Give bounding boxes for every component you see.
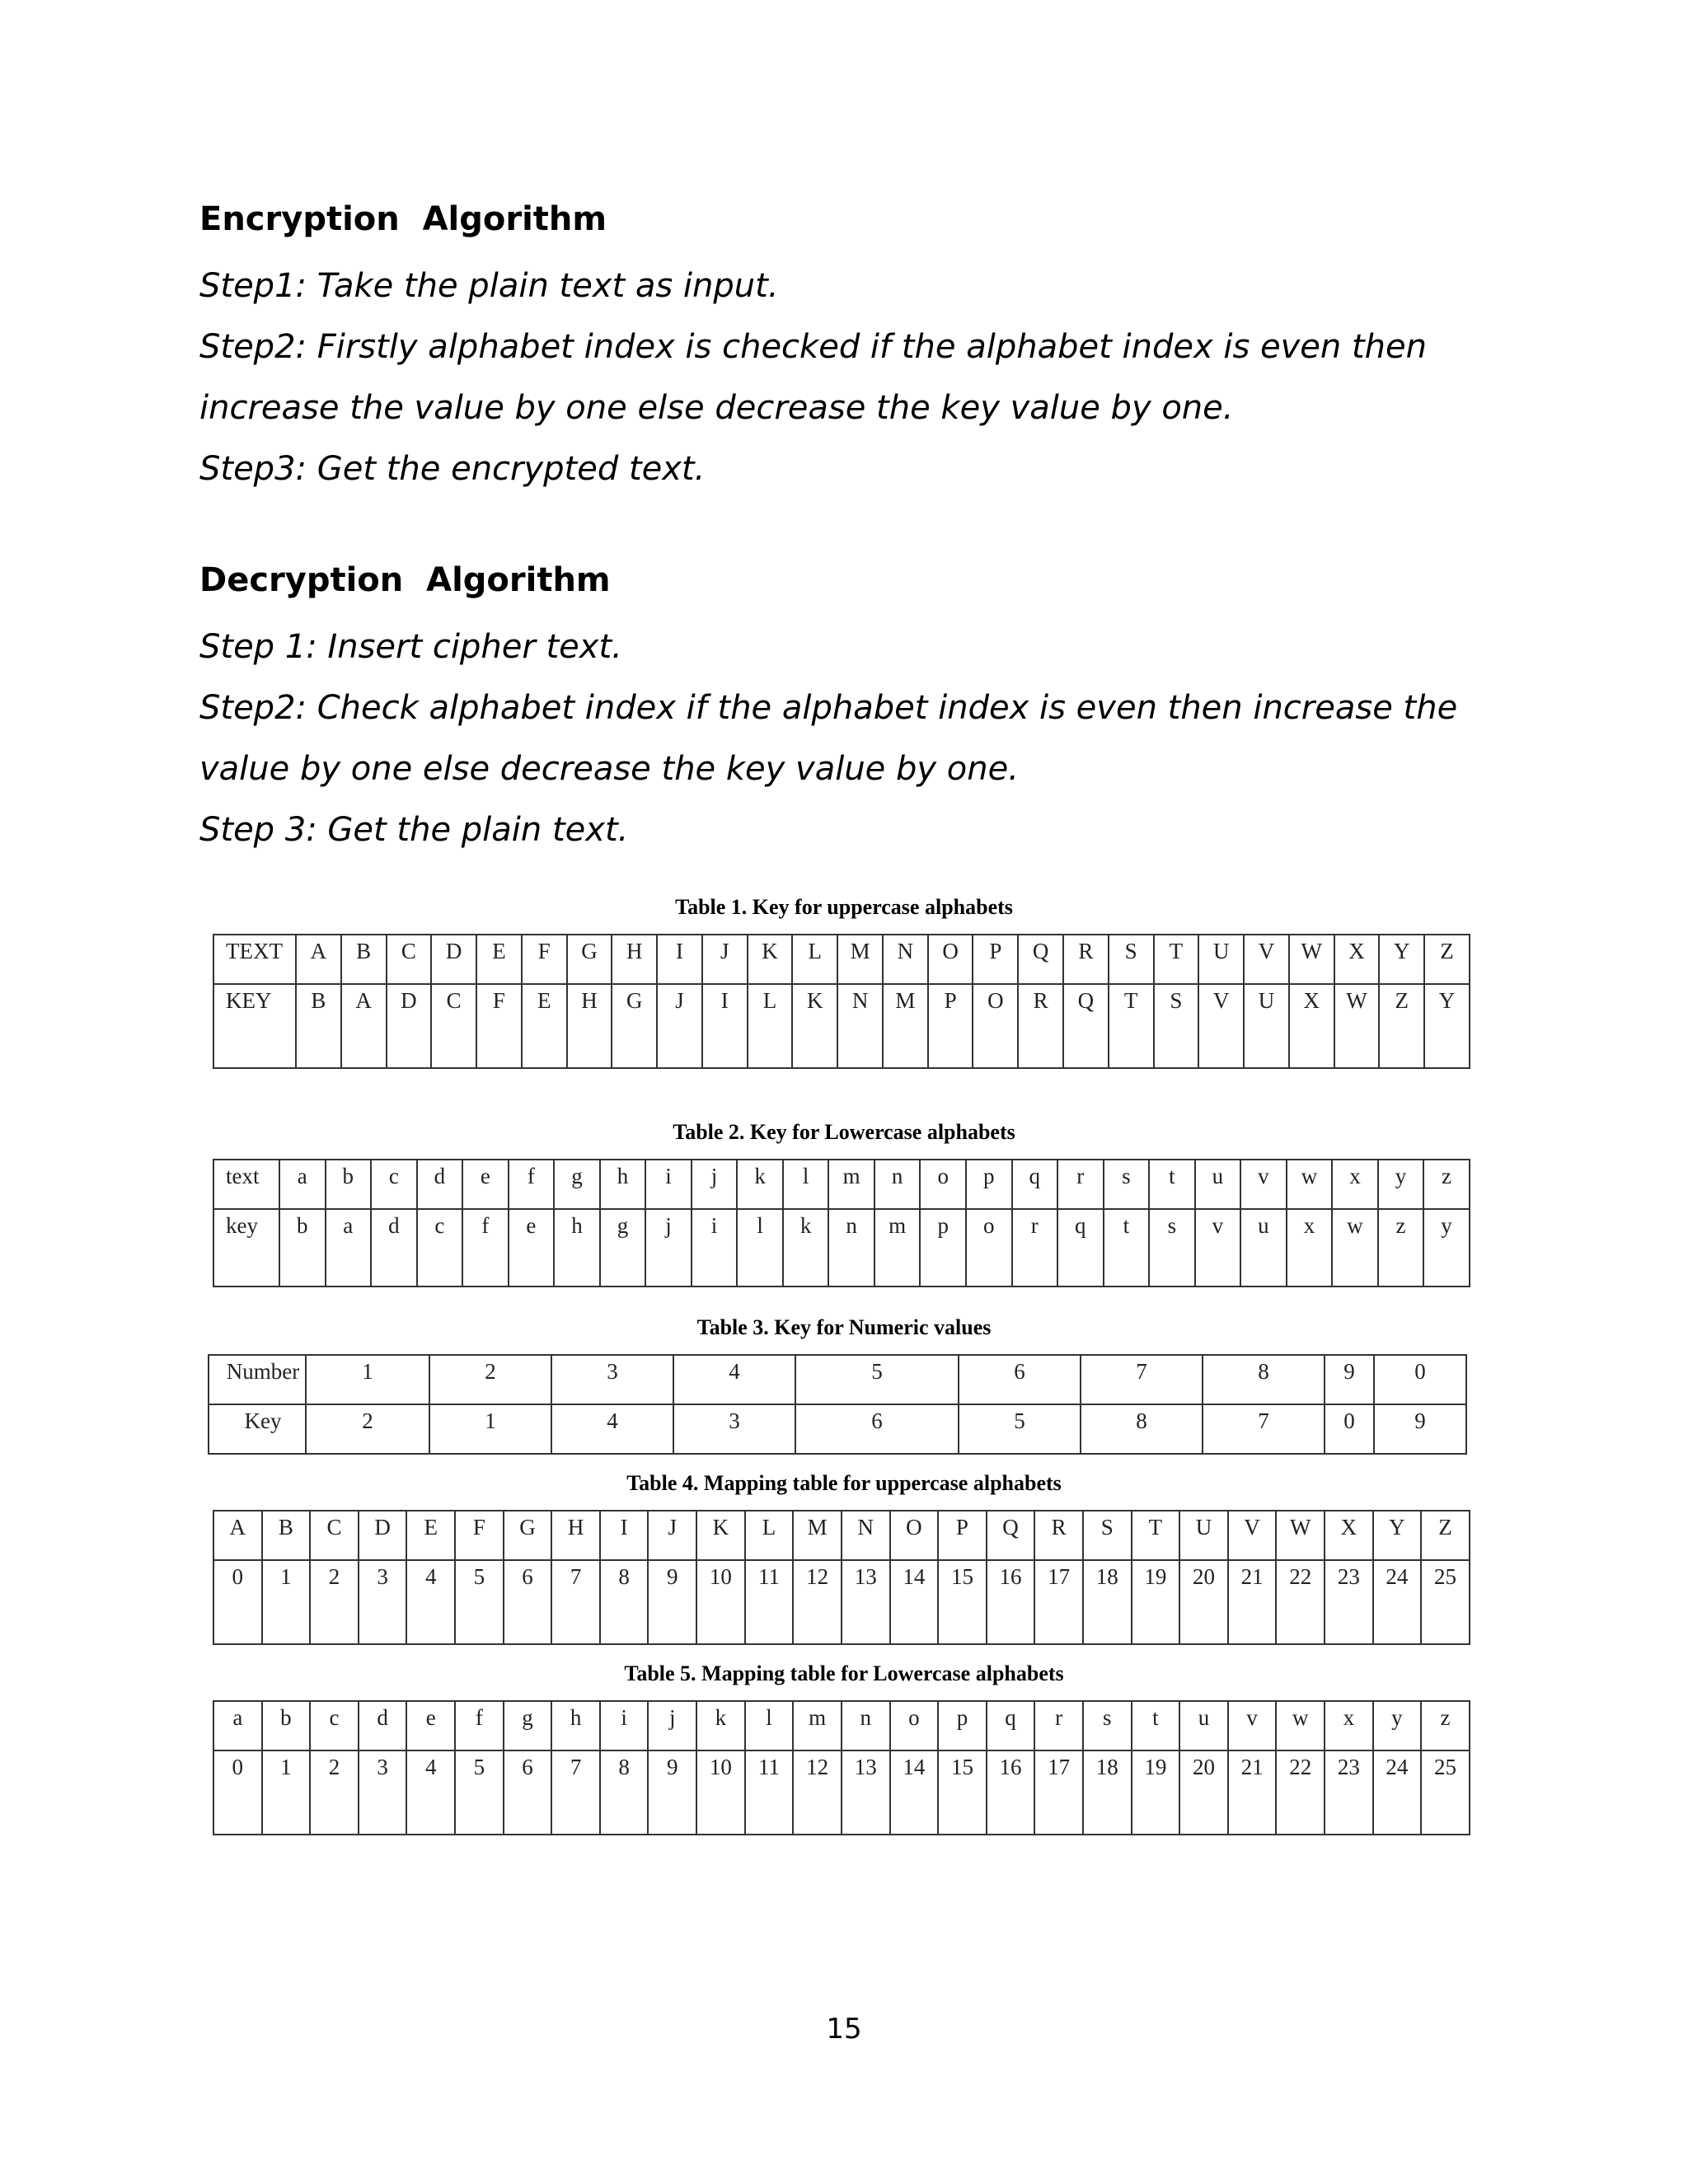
table-cell: e bbox=[462, 1160, 509, 1209]
table-cell: o bbox=[966, 1209, 1012, 1286]
table-cell: t bbox=[1149, 1160, 1195, 1209]
table-row bbox=[213, 935, 1470, 984]
table-cell: p bbox=[966, 1160, 1012, 1209]
table-cell: M bbox=[837, 935, 883, 984]
row-header: text bbox=[213, 1160, 279, 1209]
table-cell: 5 bbox=[455, 1750, 504, 1835]
table-cell: 23 bbox=[1325, 1560, 1373, 1644]
table-cell: r bbox=[1012, 1209, 1058, 1286]
table-cell: t bbox=[1104, 1209, 1150, 1286]
table-cell: I bbox=[702, 984, 748, 1068]
table-cell: Z bbox=[1424, 935, 1470, 984]
table-cell: L bbox=[745, 1511, 794, 1560]
table-cell: 9 bbox=[648, 1750, 696, 1835]
table-cell: W bbox=[1276, 1511, 1325, 1560]
encryption-heading: Encryption Algorithm bbox=[199, 200, 607, 238]
table-cell: n bbox=[842, 1701, 890, 1750]
table-cell: P bbox=[928, 984, 973, 1068]
table-cell: 14 bbox=[890, 1560, 939, 1644]
table-cell: X bbox=[1334, 935, 1380, 984]
table-cell: 6 bbox=[795, 1404, 959, 1454]
table-cell: E bbox=[406, 1511, 455, 1560]
table-cell: M bbox=[883, 984, 928, 1068]
table-row bbox=[213, 1511, 1470, 1560]
table-cell: G bbox=[612, 984, 657, 1068]
table-cell: q bbox=[1057, 1209, 1104, 1286]
table-cell: J bbox=[648, 1511, 696, 1560]
table-cell: 24 bbox=[1373, 1750, 1422, 1835]
table-cell: V bbox=[1228, 1511, 1277, 1560]
decryption-step-3: Step 3: Get the plain text. bbox=[199, 811, 629, 849]
table-cell: N bbox=[883, 935, 928, 984]
table-cell: 1 bbox=[306, 1355, 429, 1404]
table-cell: w bbox=[1287, 1160, 1333, 1209]
table-cell: k bbox=[696, 1701, 745, 1750]
table-cell: 25 bbox=[1421, 1560, 1470, 1644]
table-cell: A bbox=[341, 984, 387, 1068]
table-cell: K bbox=[748, 935, 793, 984]
row-header: TEXT bbox=[213, 935, 296, 984]
table-cell: 6 bbox=[504, 1560, 552, 1644]
table-cell: 8 bbox=[1203, 1355, 1325, 1404]
table-cell: 2 bbox=[306, 1404, 429, 1454]
table-cell: m bbox=[874, 1209, 921, 1286]
table-cell: q bbox=[987, 1701, 1035, 1750]
table-cell: H bbox=[567, 984, 612, 1068]
decryption-step-2: Step2: Check alphabet index if the alphabet index is even then increase the value by one else decrease the key value by one. bbox=[199, 689, 1458, 788]
table-cell: W bbox=[1289, 935, 1334, 984]
table-cell: 11 bbox=[745, 1750, 794, 1835]
table-cell: K bbox=[696, 1511, 745, 1560]
table-cell: l bbox=[783, 1160, 829, 1209]
encryption-step-1: Step1: Take the plain text as input. bbox=[199, 267, 779, 305]
table-cell: 17 bbox=[1034, 1560, 1083, 1644]
table-1-caption: Table 1. Key for uppercase alphabets bbox=[675, 895, 1013, 919]
table-cell: 20 bbox=[1179, 1560, 1228, 1644]
table-cell: U bbox=[1244, 984, 1289, 1068]
table-cell: s bbox=[1083, 1701, 1132, 1750]
table-4 bbox=[213, 1510, 1470, 1645]
table-cell: 0 bbox=[213, 1560, 262, 1644]
table-cell: x bbox=[1287, 1209, 1333, 1286]
table-1 bbox=[213, 934, 1470, 1069]
table-cell: 2 bbox=[310, 1750, 359, 1835]
table-cell: b bbox=[279, 1209, 326, 1286]
table-cell: j bbox=[645, 1209, 692, 1286]
decryption-step-1: Step 1: Insert cipher text. bbox=[199, 628, 622, 666]
table-cell: a bbox=[279, 1160, 326, 1209]
table-cell: 3 bbox=[551, 1355, 673, 1404]
table-cell: f bbox=[462, 1209, 509, 1286]
table-cell: 3 bbox=[359, 1560, 407, 1644]
table-cell: 18 bbox=[1083, 1560, 1132, 1644]
table-cell: 23 bbox=[1325, 1750, 1373, 1835]
table-cell: 2 bbox=[310, 1560, 359, 1644]
table-cell: 13 bbox=[842, 1750, 890, 1835]
table-cell: 2 bbox=[429, 1355, 551, 1404]
table-cell: 0 bbox=[213, 1750, 262, 1835]
table-cell: H bbox=[612, 935, 657, 984]
table-cell: A bbox=[213, 1511, 262, 1560]
table-cell: u bbox=[1195, 1160, 1241, 1209]
table-cell: 16 bbox=[987, 1560, 1035, 1644]
table-cell: 25 bbox=[1421, 1750, 1470, 1835]
table-cell: x bbox=[1332, 1160, 1378, 1209]
table-3-caption: Table 3. Key for Numeric values bbox=[696, 1315, 992, 1339]
table-cell: V bbox=[1198, 984, 1244, 1068]
table-cell: 10 bbox=[696, 1560, 745, 1644]
decryption-heading: Decryption Algorithm bbox=[199, 561, 611, 599]
table-cell: 6 bbox=[504, 1750, 552, 1835]
table-4-caption: Table 4. Mapping table for uppercase alphabets bbox=[626, 1471, 1062, 1495]
table-cell: Y bbox=[1379, 935, 1424, 984]
table-cell: A bbox=[296, 935, 341, 984]
table-cell: 5 bbox=[455, 1560, 504, 1644]
table-cell: h bbox=[554, 1209, 600, 1286]
table-cell: J bbox=[657, 984, 702, 1068]
table-cell: z bbox=[1423, 1160, 1470, 1209]
table-cell: N bbox=[837, 984, 883, 1068]
table-cell: 14 bbox=[890, 1750, 939, 1835]
row-header: KEY bbox=[213, 984, 296, 1068]
encryption-section bbox=[199, 199, 1535, 499]
table-3 bbox=[208, 1354, 1467, 1455]
table-cell: d bbox=[417, 1160, 463, 1209]
table-cell: N bbox=[842, 1511, 890, 1560]
table-cell: T bbox=[1154, 935, 1199, 984]
table-cell: c bbox=[310, 1701, 359, 1750]
table-cell: r bbox=[1034, 1701, 1083, 1750]
table-cell: 21 bbox=[1228, 1560, 1277, 1644]
row-header: Key bbox=[209, 1404, 306, 1454]
table-cell: 1 bbox=[429, 1404, 551, 1454]
table-cell: 20 bbox=[1179, 1750, 1228, 1835]
table-cell: i bbox=[600, 1701, 649, 1750]
table-cell: z bbox=[1421, 1701, 1470, 1750]
table-row bbox=[213, 1560, 1470, 1644]
table-cell: H bbox=[551, 1511, 600, 1560]
table-cell: l bbox=[737, 1209, 783, 1286]
table-cell: E bbox=[522, 984, 567, 1068]
table-cell: o bbox=[890, 1701, 939, 1750]
table-cell: J bbox=[702, 935, 748, 984]
table-cell: 9 bbox=[1374, 1404, 1466, 1454]
table-5-caption: Table 5. Mapping table for Lowercase alphabets bbox=[624, 1661, 1064, 1685]
table-cell: 12 bbox=[793, 1750, 842, 1835]
table-cell: h bbox=[551, 1701, 600, 1750]
table-cell: 24 bbox=[1373, 1560, 1422, 1644]
row-header: key bbox=[213, 1209, 279, 1286]
table-cell: 12 bbox=[793, 1560, 842, 1644]
table-cell: w bbox=[1332, 1209, 1378, 1286]
table-row bbox=[213, 1160, 1470, 1209]
table-cell: B bbox=[296, 984, 341, 1068]
table-cell: Q bbox=[1018, 935, 1063, 984]
table-cell: U bbox=[1179, 1511, 1228, 1560]
table-cell: j bbox=[648, 1701, 696, 1750]
table-cell: 19 bbox=[1132, 1750, 1180, 1835]
table-cell: y bbox=[1373, 1701, 1422, 1750]
table-cell: 0 bbox=[1374, 1355, 1466, 1404]
table-cell: w bbox=[1276, 1701, 1325, 1750]
table-cell: o bbox=[920, 1160, 966, 1209]
table-cell: 18 bbox=[1083, 1750, 1132, 1835]
table-cell: R bbox=[1034, 1511, 1083, 1560]
table-cell: 7 bbox=[551, 1560, 600, 1644]
table-cell: s bbox=[1104, 1160, 1150, 1209]
table-cell: b bbox=[326, 1160, 372, 1209]
table-cell: T bbox=[1109, 984, 1154, 1068]
table-cell: M bbox=[793, 1511, 842, 1560]
table-cell: 7 bbox=[551, 1750, 600, 1835]
table-cell: K bbox=[792, 984, 837, 1068]
table-cell: s bbox=[1149, 1209, 1195, 1286]
table-cell: 6 bbox=[959, 1355, 1081, 1404]
page-number: 15 bbox=[826, 2013, 862, 2046]
table-cell: D bbox=[431, 935, 476, 984]
table-row bbox=[213, 984, 1470, 1068]
table-cell: W bbox=[1334, 984, 1380, 1068]
table-cell: l bbox=[745, 1701, 794, 1750]
table-cell: S bbox=[1083, 1511, 1132, 1560]
table-cell: 0 bbox=[1325, 1404, 1374, 1454]
table-cell: L bbox=[792, 935, 837, 984]
table-cell: c bbox=[371, 1160, 417, 1209]
table-cell: 21 bbox=[1228, 1750, 1277, 1835]
table-cell: 1 bbox=[262, 1750, 311, 1835]
table-cell: b bbox=[262, 1701, 311, 1750]
table-cell: 5 bbox=[959, 1404, 1081, 1454]
table-cell: G bbox=[504, 1511, 552, 1560]
table-cell: f bbox=[509, 1160, 555, 1209]
table-cell: a bbox=[326, 1209, 372, 1286]
table-cell: v bbox=[1228, 1701, 1277, 1750]
table-cell: a bbox=[213, 1701, 262, 1750]
table-cell: Q bbox=[1063, 984, 1109, 1068]
table-cell: V bbox=[1244, 935, 1289, 984]
table-cell: u bbox=[1179, 1701, 1228, 1750]
table-cell: r bbox=[1057, 1160, 1104, 1209]
encryption-step-2: Step2: Firstly alphabet index is checked if the alphabet index is even then increase the value by one else decrease the key value by one. bbox=[199, 328, 1427, 427]
decryption-section bbox=[199, 560, 1535, 860]
table-cell: D bbox=[387, 984, 432, 1068]
table-cell: 22 bbox=[1276, 1560, 1325, 1644]
table-cell: 7 bbox=[1203, 1404, 1325, 1454]
table-cell: m bbox=[828, 1160, 874, 1209]
table-2-caption: Table 2. Key for Lowercase alphabets bbox=[673, 1120, 1015, 1144]
table-2 bbox=[213, 1159, 1470, 1287]
table-cell: R bbox=[1018, 984, 1063, 1068]
table-cell: Y bbox=[1424, 984, 1470, 1068]
table-cell: B bbox=[341, 935, 387, 984]
table-cell: g bbox=[554, 1160, 600, 1209]
table-cell: 22 bbox=[1276, 1750, 1325, 1835]
table-cell: I bbox=[600, 1511, 649, 1560]
table-cell: x bbox=[1325, 1701, 1373, 1750]
table-row bbox=[213, 1701, 1470, 1750]
table-cell: n bbox=[874, 1160, 921, 1209]
table-cell: n bbox=[828, 1209, 874, 1286]
table-cell: 5 bbox=[795, 1355, 959, 1404]
table-cell: L bbox=[748, 984, 793, 1068]
table-cell: Z bbox=[1379, 984, 1424, 1068]
table-cell: 3 bbox=[673, 1404, 795, 1454]
table-cell: P bbox=[938, 1511, 987, 1560]
table-cell: D bbox=[359, 1511, 407, 1560]
table-cell: O bbox=[890, 1511, 939, 1560]
table-cell: E bbox=[476, 935, 522, 984]
table-cell: C bbox=[310, 1511, 359, 1560]
table-cell: g bbox=[600, 1209, 646, 1286]
encryption-step-3: Step3: Get the encrypted text. bbox=[199, 450, 706, 488]
table-row bbox=[213, 1209, 1470, 1286]
table-cell: y bbox=[1378, 1160, 1424, 1209]
table-cell: Q bbox=[987, 1511, 1035, 1560]
table-cell: X bbox=[1325, 1511, 1373, 1560]
table-cell: F bbox=[476, 984, 522, 1068]
table-cell: 8 bbox=[600, 1750, 649, 1835]
table-cell: U bbox=[1198, 935, 1244, 984]
table-cell: F bbox=[522, 935, 567, 984]
table-cell: 1 bbox=[262, 1560, 311, 1644]
table-cell: v bbox=[1195, 1209, 1241, 1286]
table-cell: B bbox=[262, 1511, 311, 1560]
table-cell: C bbox=[431, 984, 476, 1068]
table-cell: I bbox=[657, 935, 702, 984]
table-cell: h bbox=[600, 1160, 646, 1209]
table-cell: u bbox=[1240, 1209, 1287, 1286]
table-5 bbox=[213, 1700, 1470, 1835]
table-cell: 4 bbox=[673, 1355, 795, 1404]
table-cell: t bbox=[1132, 1701, 1180, 1750]
table-cell: p bbox=[938, 1701, 987, 1750]
table-cell: 15 bbox=[938, 1750, 987, 1835]
table-cell: S bbox=[1154, 984, 1199, 1068]
table-cell: i bbox=[692, 1209, 738, 1286]
table-cell: 7 bbox=[1081, 1355, 1203, 1404]
table-cell: z bbox=[1378, 1209, 1424, 1286]
table-cell: 9 bbox=[1325, 1355, 1374, 1404]
table-cell: c bbox=[417, 1209, 463, 1286]
table-row bbox=[209, 1355, 1466, 1404]
table-cell: 11 bbox=[745, 1560, 794, 1644]
table-cell: R bbox=[1063, 935, 1109, 984]
table-cell: e bbox=[406, 1701, 455, 1750]
table-cell: g bbox=[504, 1701, 552, 1750]
table-cell: 9 bbox=[648, 1560, 696, 1644]
table-cell: G bbox=[567, 935, 612, 984]
table-cell: e bbox=[509, 1209, 555, 1286]
table-cell: 8 bbox=[1081, 1404, 1203, 1454]
table-cell: Y bbox=[1373, 1511, 1422, 1560]
table-cell: Z bbox=[1421, 1511, 1470, 1560]
table-cell: 4 bbox=[406, 1560, 455, 1644]
table-cell: C bbox=[387, 935, 432, 984]
table-cell: f bbox=[455, 1701, 504, 1750]
table-cell: q bbox=[1012, 1160, 1058, 1209]
table-cell: 8 bbox=[600, 1560, 649, 1644]
table-cell: p bbox=[920, 1209, 966, 1286]
table-cell: k bbox=[737, 1160, 783, 1209]
table-cell: 16 bbox=[987, 1750, 1035, 1835]
table-cell: v bbox=[1240, 1160, 1287, 1209]
table-cell: i bbox=[645, 1160, 692, 1209]
table-row bbox=[213, 1750, 1470, 1835]
table-cell: j bbox=[692, 1160, 738, 1209]
table-cell: d bbox=[359, 1701, 407, 1750]
table-cell: m bbox=[793, 1701, 842, 1750]
table-cell: O bbox=[928, 935, 973, 984]
table-cell: 19 bbox=[1132, 1560, 1180, 1644]
table-cell: 15 bbox=[938, 1560, 987, 1644]
table-cell: 17 bbox=[1034, 1750, 1083, 1835]
table-cell: d bbox=[371, 1209, 417, 1286]
table-cell: 13 bbox=[842, 1560, 890, 1644]
table-cell: y bbox=[1423, 1209, 1470, 1286]
table-cell: X bbox=[1289, 984, 1334, 1068]
table-row bbox=[209, 1404, 1466, 1454]
table-cell: T bbox=[1132, 1511, 1180, 1560]
table-cell: F bbox=[455, 1511, 504, 1560]
table-cell: 4 bbox=[551, 1404, 673, 1454]
table-cell: 10 bbox=[696, 1750, 745, 1835]
row-header: Number bbox=[209, 1355, 306, 1404]
table-cell: k bbox=[783, 1209, 829, 1286]
table-cell: 4 bbox=[406, 1750, 455, 1835]
table-cell: 3 bbox=[359, 1750, 407, 1835]
table-cell: O bbox=[973, 984, 1018, 1068]
table-cell: P bbox=[973, 935, 1018, 984]
table-cell: S bbox=[1109, 935, 1154, 984]
